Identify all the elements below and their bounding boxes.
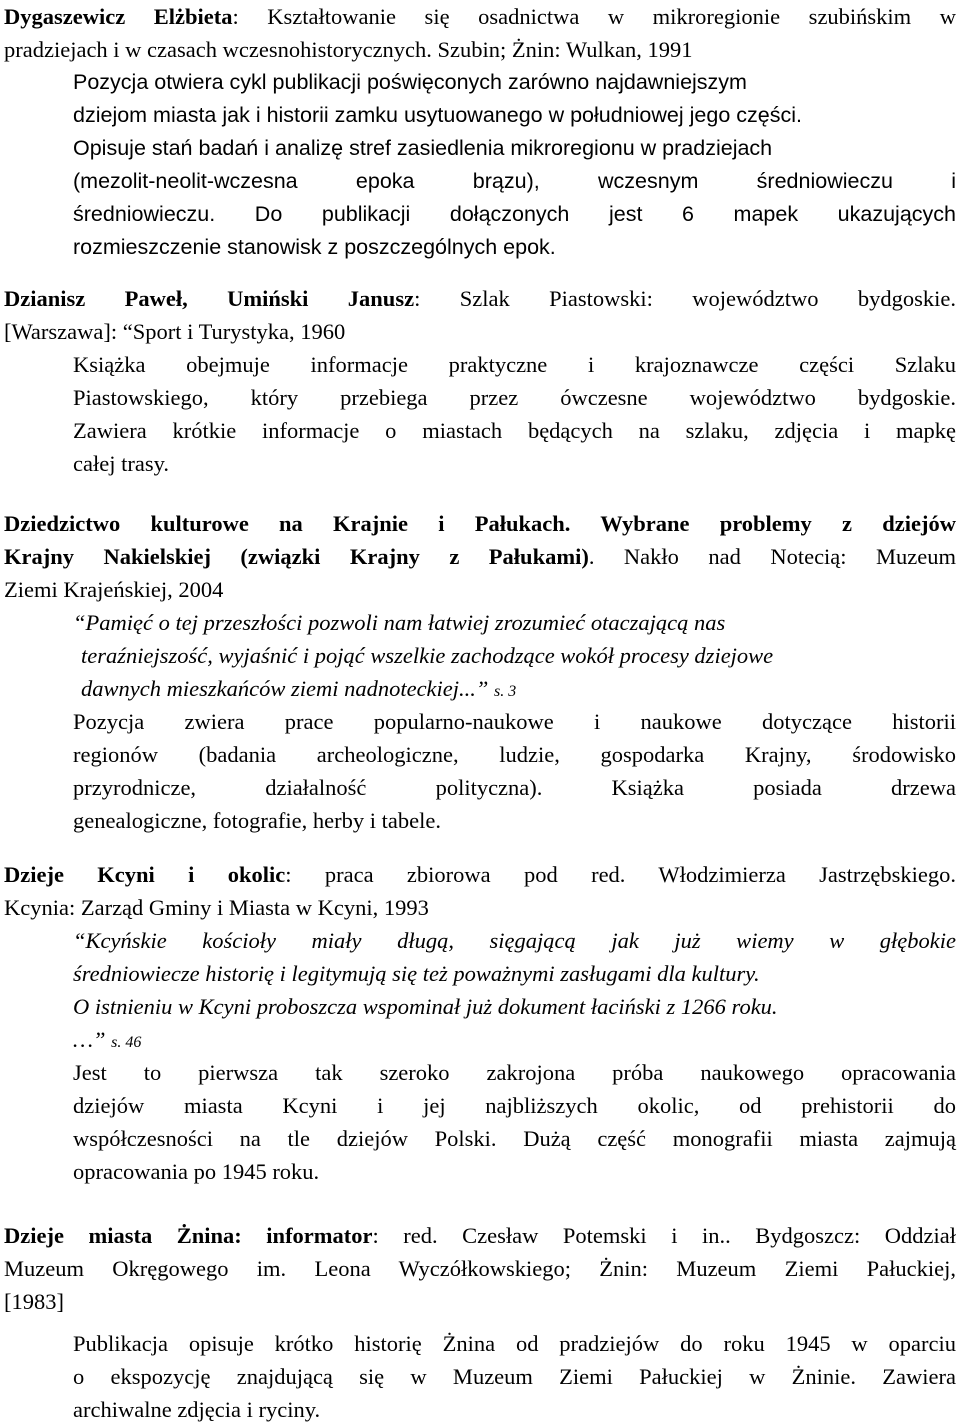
entry-publisher: . Nakło nad Notecią: Muzeum [588,544,957,569]
entry-title: : Kształtowanie się osadnictwa w mikroregionie szubińskim w [232,4,956,29]
entry-author: Dygaszewicz Elżbieta [4,4,233,29]
quote-line [4,1023,956,1056]
entry-description-line: o ekspozycję znajdującą się w Muzeum Ziemi Pałuckiej w Żninie. Zawiera [73,1364,956,1389]
entry-heading-line: Muzeum Okręgowego im. Leona Wyczółkowskiego; Żnin: Muzeum Ziemi Pałuckiej, [4,1256,956,1281]
entry-heading-line [4,0,956,33]
entry-description-line: Publikacja opisuje krótko historię Żnina od pradziejów do roku 1945 w oparciu [73,1331,956,1356]
entry-author: Dzieje miasta Żnina: informator [4,1223,373,1248]
quote-line: średniowiecze historię i legitymują się też poważnymi zasługami dla kultury. [73,961,760,986]
entry-description-line: genealogiczne, fotografie, herby i tabele. [73,808,441,833]
quote-text: …” [73,1027,106,1052]
entry-description-line: Książka obejmuje informacje praktyczne i krajoznawcze części Szlaku [73,352,956,377]
entry-heading-line: [Warszawa]: “Sport i Turystyka, 1960 [4,319,346,344]
entry-description-line: średniowieczu. Do publikacji dołączonych jest 6 mapek ukazujących [73,202,956,226]
entry-author: Dzieje Kcyni i okolic [4,862,286,887]
entry-description-line: Pozycja zwiera prace popularno-naukowe i naukowe dotyczące historii [73,709,956,734]
entry-description-line: Piastowskiego, który przebiega przez ówczesne województwo bydgoskie. [73,385,956,410]
entry-heading-line: Kcynia: Zarząd Gminy i Miasta w Kcyni, 1993 [4,895,429,920]
bibliography-entry-2 [4,282,956,480]
entry-heading-line [4,858,956,891]
entry-description-line: (mezolit-neolit-wczesna epoka brązu), wczesnym średniowieczu i [73,169,956,193]
entry-title: : Szlak Piastowski: województwo bydgoskie. [414,286,956,311]
entry-description-line: rozmieszczenie stanowisk z poszczególnych epok. [73,235,556,259]
entry-description-line: Opisuje stań badań i analizę stref zasiedlenia mikroregionu w pradziejach [73,136,773,160]
quote-line [4,672,956,705]
bibliography-entry-3 [4,507,956,837]
entry-heading-line: pradziejach i w czasach wczesnohistorycznych. Szubin; Żnin: Wulkan, 1991 [4,37,693,62]
quote-line: O istnieniu w Kcyni proboszcza wspominał już dokument łaciński z 1266 roku. [73,994,778,1019]
entry-description-line: współczesności na tle dziejów Polski. Dużą część monografii miasta zajmują [73,1126,956,1151]
entry-description-line: dziejom miasta jak i historii zamku usytuowanego w południowej jego części. [73,103,802,127]
entry-description-line: Jest to pierwsza tak szeroko zakrojona próba naukowego opracowania [73,1060,956,1085]
bibliography-entry-1 [4,0,956,264]
entry-description-line: opracowania po 1945 roku. [73,1159,320,1184]
entry-description-line: archiwalne zdjęcia i ryciny. [73,1397,321,1422]
entry-5-description [4,1327,956,1426]
entry-description-line: Pozycja otwiera cykl publikacji poświęconych zarówno najdawniejszym [73,70,747,94]
entry-heading-line [4,1219,956,1252]
entry-heading-line: [1983] [4,1289,64,1314]
quote-line: “Kcyńskie kościoły miały długą, sięgającą jak już wiemy w głębokie [73,928,956,953]
quote-line: “Pamięć o tej przeszłości pozwoli nam łatwiej zrozumieć otaczającą nas [73,610,726,635]
bibliography-entry-5 [4,1219,956,1318]
entry-title: : red. Czesław Potemski i in.. Bydgoszcz: Oddział [372,1223,956,1248]
quote-text: dawnych mieszkańców ziemi nadnoteckiej...” [81,676,489,701]
entry-title: : praca zbiorowa pod red. Włodzimierza Jastrzębskiego. [285,862,956,887]
entry-heading-line [4,540,956,573]
entry-description-line: przyrodnicze, działalność polityczna). Książka posiada drzewa [73,775,956,800]
entry-description-line: dziejów miasta Kcyni i jej najbliższych okolic, od prehistorii do [73,1093,956,1118]
bibliography-entry-4 [4,858,956,1188]
entry-description-line: całej trasy. [73,451,169,476]
entry-description-line: regionów (badania archeologiczne, ludzie, gospodarka Krajny, środowisko [73,742,956,767]
entry-author: Dzianisz Paweł, Umiński Janusz [4,286,415,311]
quote-page: s. 46 [111,1034,142,1051]
entry-title: Krajny Nakielskiej (związki Krajny z Pałukami) [4,544,589,569]
entry-description-line: Zawiera krótkie informacje o miastach będących na szlaku, zdjęcia i mapkę [73,418,956,443]
quote-line: teraźniejszość, wyjaśnić i pojąć wszelkie zachodzące wokół procesy dziejowe [81,643,774,668]
entry-heading-line [4,282,956,315]
quote-page: s. 3 [494,683,517,700]
entry-heading-line: Dziedzictwo kulturowe na Krajnie i Pałukach. Wybrane problemy z dziejów [4,511,956,536]
entry-heading-line: Ziemi Krajeńskiej, 2004 [4,577,224,602]
